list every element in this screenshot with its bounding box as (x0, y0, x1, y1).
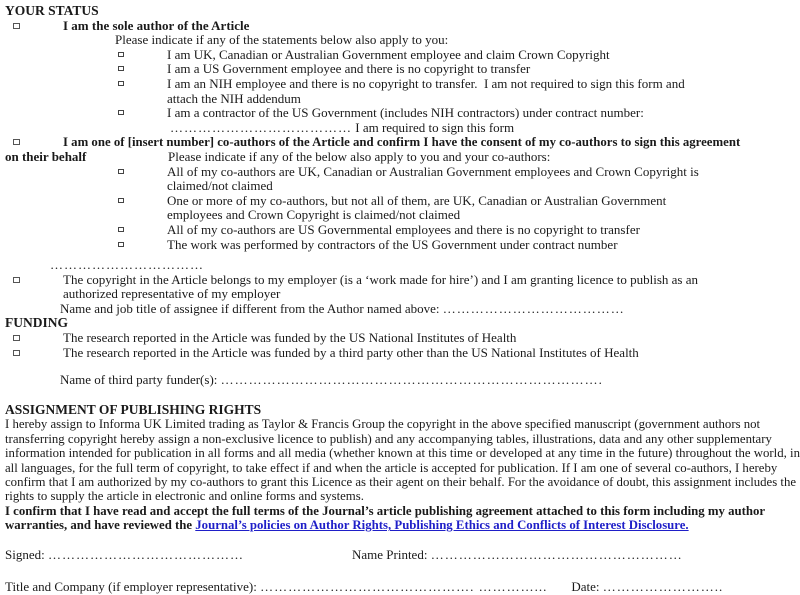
option-label: All of my co-authors are US Governmental employees and there is no copyright to transfer (167, 221, 640, 237)
option-label: I am UK, Canadian or Australian Government employee and claim Crown Copyright (167, 46, 610, 62)
option-label: One or more of my co-authors, but not all of them, are UK, Canadian or Australian Government employees and Crown Copyright is claimed/not claimed (167, 192, 670, 223)
option-row (5, 238, 795, 253)
title-company-line (5, 580, 547, 595)
title-company-field: ………………………………………. …………... (260, 579, 548, 595)
option-label: I am an NIH employee and there is no copyright to transfer. I am not required to sign this form and attach the NIH addendum (167, 75, 688, 106)
us-gov-contractor-checkbox[interactable] (118, 110, 124, 115)
assignee-label: Name and job title of assignee if different from the Author named above: (60, 300, 440, 316)
signed-line (5, 548, 244, 563)
funding-option-row (5, 331, 795, 346)
some-coauthors-crown-checkbox[interactable] (118, 198, 124, 203)
name-printed-line (352, 548, 683, 563)
co-authors-label: I am one of [insert number] co-authors of the Article and confirm I have the consent of my co-authors to sign this agreement (63, 135, 741, 150)
employer-copyright-checkbox[interactable] (13, 277, 20, 283)
option-row (5, 48, 795, 63)
signed-label: Signed: (5, 546, 45, 562)
crown-copyright-checkbox[interactable] (118, 52, 124, 57)
sole-author-options (5, 48, 795, 121)
option-row (5, 62, 795, 77)
nih-employee-checkbox[interactable] (118, 81, 124, 86)
option-row (5, 223, 795, 238)
assignment-section (5, 401, 800, 533)
funder-label: Name of third party funder(s): (60, 372, 218, 388)
option-row (5, 106, 795, 121)
assignment-heading: ASSIGNMENT OF PUBLISHING RIGHTS (5, 401, 262, 417)
us-gov-employee-checkbox[interactable] (118, 66, 124, 71)
sole-author-checkbox[interactable] (13, 23, 20, 29)
title-company-label: Title and Company (if employer representative): (5, 579, 257, 595)
co-authors-checkbox[interactable] (13, 139, 20, 145)
journal-policies-link[interactable]: Journal’s policies on Author Rights, Publishing Ethics and Conflicts of Interest Disclosure. (195, 518, 689, 533)
name-printed-field: ……………………………………………… (430, 546, 683, 562)
date-field: …………………….. (602, 579, 724, 595)
signature-row (5, 548, 795, 563)
contract-number-field: ………………………………… (170, 119, 352, 135)
co-authors-label-continued: on their behalf (5, 148, 87, 164)
sole-author-item (5, 19, 795, 34)
all-coauthors-crown-checkbox[interactable] (118, 169, 124, 174)
name-printed-label: Name Printed: (351, 546, 428, 562)
option-label: The work was performed by contractors of the US Government under contract number (167, 236, 618, 252)
assignee-field: ………………………………… (442, 300, 625, 316)
option-row (5, 77, 795, 106)
nih-funded-checkbox[interactable] (13, 335, 20, 341)
funding-heading: FUNDING (5, 315, 68, 331)
contract-number-line (5, 121, 795, 136)
date-label: Date: (571, 579, 600, 595)
funding-option-label: The research reported in the Article was funded by a third party other than the US National Institutes of Health (63, 344, 639, 360)
option-label: All of my co-authors are UK, Canadian or Australian Government employees and Crown Copyright is claimed/not claimed (167, 163, 703, 194)
employer-copyright-item (5, 273, 795, 302)
co-authors-contract-number-field: …………………………… (50, 257, 204, 273)
signed-field: …………………………………… (47, 546, 244, 562)
co-authors-item (5, 135, 795, 150)
sole-author-intro: Please indicate if any of the statements below also apply to you: (115, 32, 449, 48)
option-row (5, 194, 795, 223)
option-label: I am a US Government employee and there is no copyright to transfer (167, 61, 531, 77)
assignee-line (5, 302, 795, 317)
option-row (5, 165, 795, 194)
your-status-heading: YOUR STATUS (5, 3, 99, 18)
date-line (571, 580, 723, 595)
option-label: I am a contractor of the US Government (includes NIH contractors) under contract number: (167, 105, 644, 121)
work-by-contractors-checkbox[interactable] (118, 242, 124, 247)
funder-field: ………………………………………………………………………. (220, 372, 603, 388)
co-authors-intro: Please indicate if any of the below also apply to you and your co-authors: (168, 148, 551, 164)
contract-note: I am required to sign this form (355, 119, 515, 135)
sole-author-label: I am the sole author of the Article (63, 17, 250, 33)
employer-copyright-label: The copyright in the Article belongs to my employer (is a ‘work made for hire’) and I am granting licence to publish as an authorized representative of my employer (63, 271, 699, 302)
funding-option-row (5, 346, 795, 361)
co-authors-label-continued-row (5, 150, 795, 165)
third-party-funded-checkbox[interactable] (13, 350, 20, 356)
assignment-paragraph (5, 417, 800, 532)
co-authors-options (5, 165, 795, 253)
confirmation-sentence (5, 504, 800, 533)
all-coauthors-us-gov-checkbox[interactable] (118, 227, 124, 232)
funder-line (5, 373, 795, 388)
funding-option-label: The research reported in the Article was funded by the US National Institutes of Health (63, 330, 517, 346)
confirmation-text: I confirm that I have read and accept the full terms of the Journal’s article publishing agreement attached to this form including my author warranties, and have reviewed the (5, 503, 765, 533)
assignment-body: I hereby assign to Informa UK Limited trading as Taylor & Francis Group the copyright in the above specified manuscript (government authors not transferring copyright hereby assign a non-exclusive licence to publish) and any accompanying tables, illustrations, data and any other supplementary information intended for publication in all forms and all media (whether known at this time or developed at any time in the future) throughout the world, in all languages, for the full term of copyright, to take effect if and when the article is accepted for publication. If I am one of several co-authors, I hereby confirm that I am authorized by my co-authors to grant this Licence as their agent on their behalf. For the avoidance of doubt, this assignment includes the rights to supply the article in electronic and online forms and systems. (5, 417, 800, 504)
title-company-row (5, 580, 795, 595)
